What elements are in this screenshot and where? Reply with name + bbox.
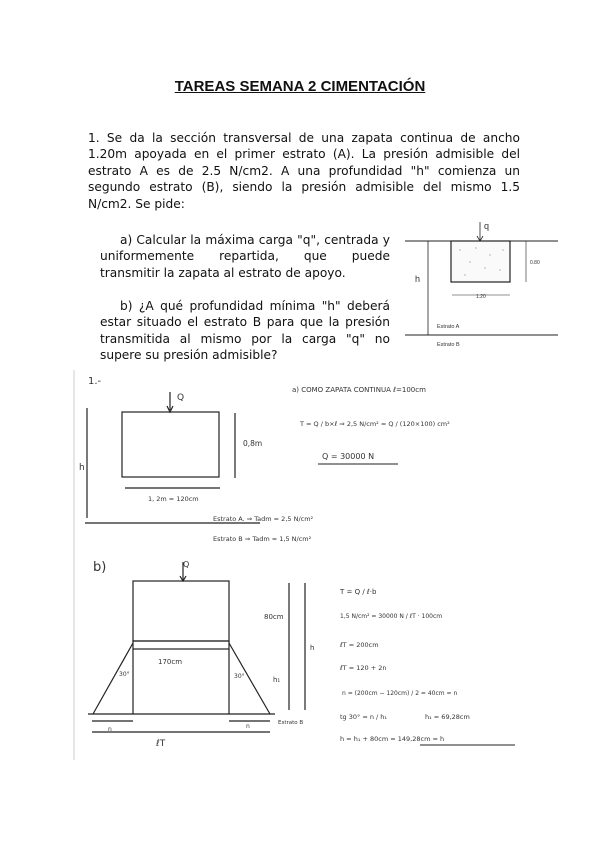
part-a-text: a) Calcular la máxima carga "q", centrada y uniformemente repartida, que puede transmitir la zapata al estrato de apoyo.: [100, 233, 390, 280]
b-line-5: n = (200cm − 120cm) / 2 = 40cm = n: [342, 690, 458, 697]
a-heading: a) COMO ZAPATA CONTINUA ℓ=100cm: [292, 386, 426, 394]
problem-statement: 1. Se da la sección transversal de una zapata continua de ancho 1.20m apoyada en el primer estrato (A). La presión admisible del estrato A es de 2.5 N/cm2. A una profundidad "h" comienza un segundo estrato (B), siendo la presión admisible del mismo 1.5 N/cm2. Se pide:: [88, 131, 520, 211]
b-line-2: 1,5 N/cm² = 30000 N / ℓT · 100cm: [340, 613, 443, 620]
fig-layer-b: Estrato B: [437, 342, 460, 348]
sk2-h: h: [310, 644, 315, 652]
sk2-width: 170cm: [158, 658, 183, 666]
fig-load-label: q: [484, 221, 490, 231]
sk2-h1: h₁: [273, 676, 281, 684]
a-result: Q = 30000 N: [322, 452, 375, 461]
sk1-load: Q: [177, 393, 185, 403]
fig-height-dim: 0.80: [530, 260, 540, 266]
fig-depth-label: h: [415, 274, 421, 284]
sk2-angle-right: 30°: [234, 673, 245, 680]
sk1-height: 0,8m: [243, 439, 263, 448]
sketch-footing-b: [88, 562, 305, 732]
sk1-estrato-a: Estrato A. ⇒ Tadm = 2,5 N/cm²: [213, 515, 314, 523]
sk2-n-left: n: [108, 726, 112, 733]
solution-number: 1.-: [88, 376, 102, 387]
fig-width-dim: 1.20: [476, 294, 486, 300]
b-line-3: ℓT = 200cm: [340, 641, 379, 649]
sk2-estrato: Estrato B: [278, 720, 304, 726]
a-equation: T = Q / b×ℓ ⇒ 2,5 N/cm² = Q / (120×100) cm²: [300, 420, 450, 428]
sk2-angle-left: 30°: [119, 671, 130, 678]
b-label: b): [93, 560, 107, 575]
b-line-1: T = Q / ℓ·b: [340, 588, 377, 596]
sk1-width: 1, 2m = 120cm: [148, 495, 199, 503]
fig-layer-a: Estrato A: [437, 324, 460, 330]
b-line-7: h = h₁ + 80cm = 149,28cm = h: [340, 735, 445, 743]
part-b-text: b) ¿A qué profundidad mínima "h" deberá estar situado el estrato B para que la presión transmitida al mismo por la carga "q" no supere su presión admisible?: [100, 299, 390, 363]
sk2-load: Q: [183, 560, 190, 569]
sk1-h: h: [79, 463, 85, 473]
sk1-estrato-b: Estrato B ⇒ Tadm = 1,5 N/cm²: [213, 535, 312, 543]
sketch-footing-a: [85, 392, 263, 523]
sk2-lt: ℓT: [156, 739, 166, 749]
page-title: TAREAS SEMANA 2 CIMENTACIÓN: [174, 78, 426, 95]
b-line-4: ℓT = 120 + 2n: [340, 664, 387, 672]
footing-diagram: [405, 222, 558, 335]
b-line-6: tg 30° = n / h₁: [340, 713, 388, 721]
sk2-80: 80cm: [264, 613, 284, 621]
sk2-n-right: n: [246, 723, 250, 730]
b-line-6b: h₁ = 69,28cm: [425, 713, 470, 721]
